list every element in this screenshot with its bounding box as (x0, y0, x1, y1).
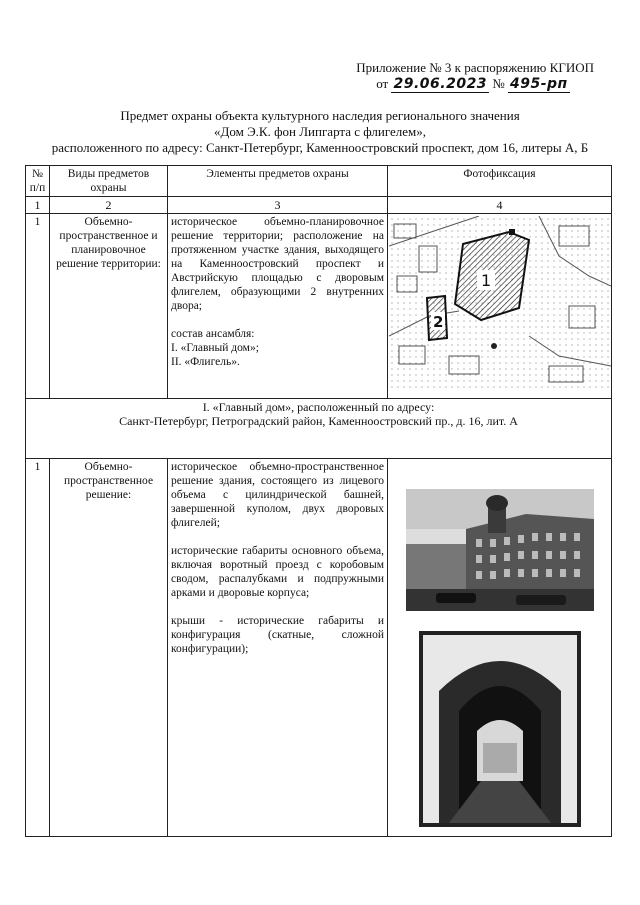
column-number-row (26, 197, 612, 214)
title-line1: Предмет охраны объекта культурного наследия регионального значения (120, 108, 520, 123)
row-type: Объемно-пространственное решение: (50, 459, 168, 837)
building-facade-photo (406, 489, 594, 611)
row-num: 1 (26, 459, 50, 837)
table-header-row (26, 166, 612, 197)
header-num: № п/п (26, 166, 50, 197)
section-line2: Санкт-Петербург, Петроградский район, Каменноостровский пр., д. 16, лит. А (119, 414, 518, 428)
ensemble-title: состав ансамбля: (171, 328, 255, 340)
appendix-line1: Приложение № 3 к распоряжению КГИОП (356, 60, 594, 75)
col-number: 1 (26, 197, 50, 214)
table-row (26, 214, 612, 399)
header-type: Виды предметов охраны (50, 166, 168, 197)
element-text: историческое объемно-пространственное решение здания, состоящего из лицевого объема с цилиндрической башней, завершенной куполом, двух дворовых флигелей; (171, 461, 384, 529)
map-label-main: 1 (480, 271, 491, 290)
element-text: крыши - исторические габариты и конфигурация (скатные, сложной конфигурации); (171, 615, 384, 655)
row-num: 1 (26, 214, 50, 399)
appendix-header (356, 60, 594, 92)
section-heading (26, 399, 612, 459)
protection-table (25, 165, 612, 837)
section-row (26, 399, 612, 459)
header-photo: Фотофиксация (388, 166, 612, 197)
row-type: Объемно-пространственное и планировочное решение территории: (50, 214, 168, 399)
appendix-date: 29.06.2023 (393, 76, 488, 92)
table-row (26, 459, 612, 837)
site-plan-map (389, 216, 611, 388)
element-text: исторические габариты основного объема, включая воротный проезд с коробовым сводом, распалубками и подпружными арками и дворовые корпуса; (171, 545, 384, 599)
col-number: 4 (388, 197, 612, 214)
appendix-number: 495-рп (509, 76, 568, 92)
title-line2: «Дом Э.К. фон Липгарта с флигелем», (214, 124, 426, 139)
document-title (24, 108, 616, 156)
section-line1: I. «Главный дом», расположенный по адресу: (202, 400, 435, 414)
gateway-vault-photo (419, 631, 581, 827)
photo-cell (388, 459, 612, 837)
ensemble-item: I. «Главный дом»; (171, 342, 259, 354)
ensemble-item: II. «Флигель». (171, 356, 240, 368)
row-elements (168, 459, 388, 837)
appendix-line2 (376, 76, 594, 92)
col-number: 3 (168, 197, 388, 214)
col-number: 2 (50, 197, 168, 214)
elements-text: историческое объемно-планировочное решение территории; расположение на протяженном участке здания, выходящего на Каменноостровский проспект и Австрийскую площадью с дворовым флигелем, образующими 2 внутренних двора; (171, 216, 384, 312)
appendix-no: № (492, 76, 505, 91)
row-elements (168, 214, 388, 399)
title-line3: расположенного по адресу: Санкт-Петербург, Каменноостровский проспект, дом 16, литеры А, Б (51, 140, 589, 155)
header-elements: Элементы предметов охраны (168, 166, 388, 197)
appendix-from: от (376, 76, 389, 91)
site-plan-cell (388, 214, 612, 399)
map-label-wing: 2 (432, 313, 443, 331)
